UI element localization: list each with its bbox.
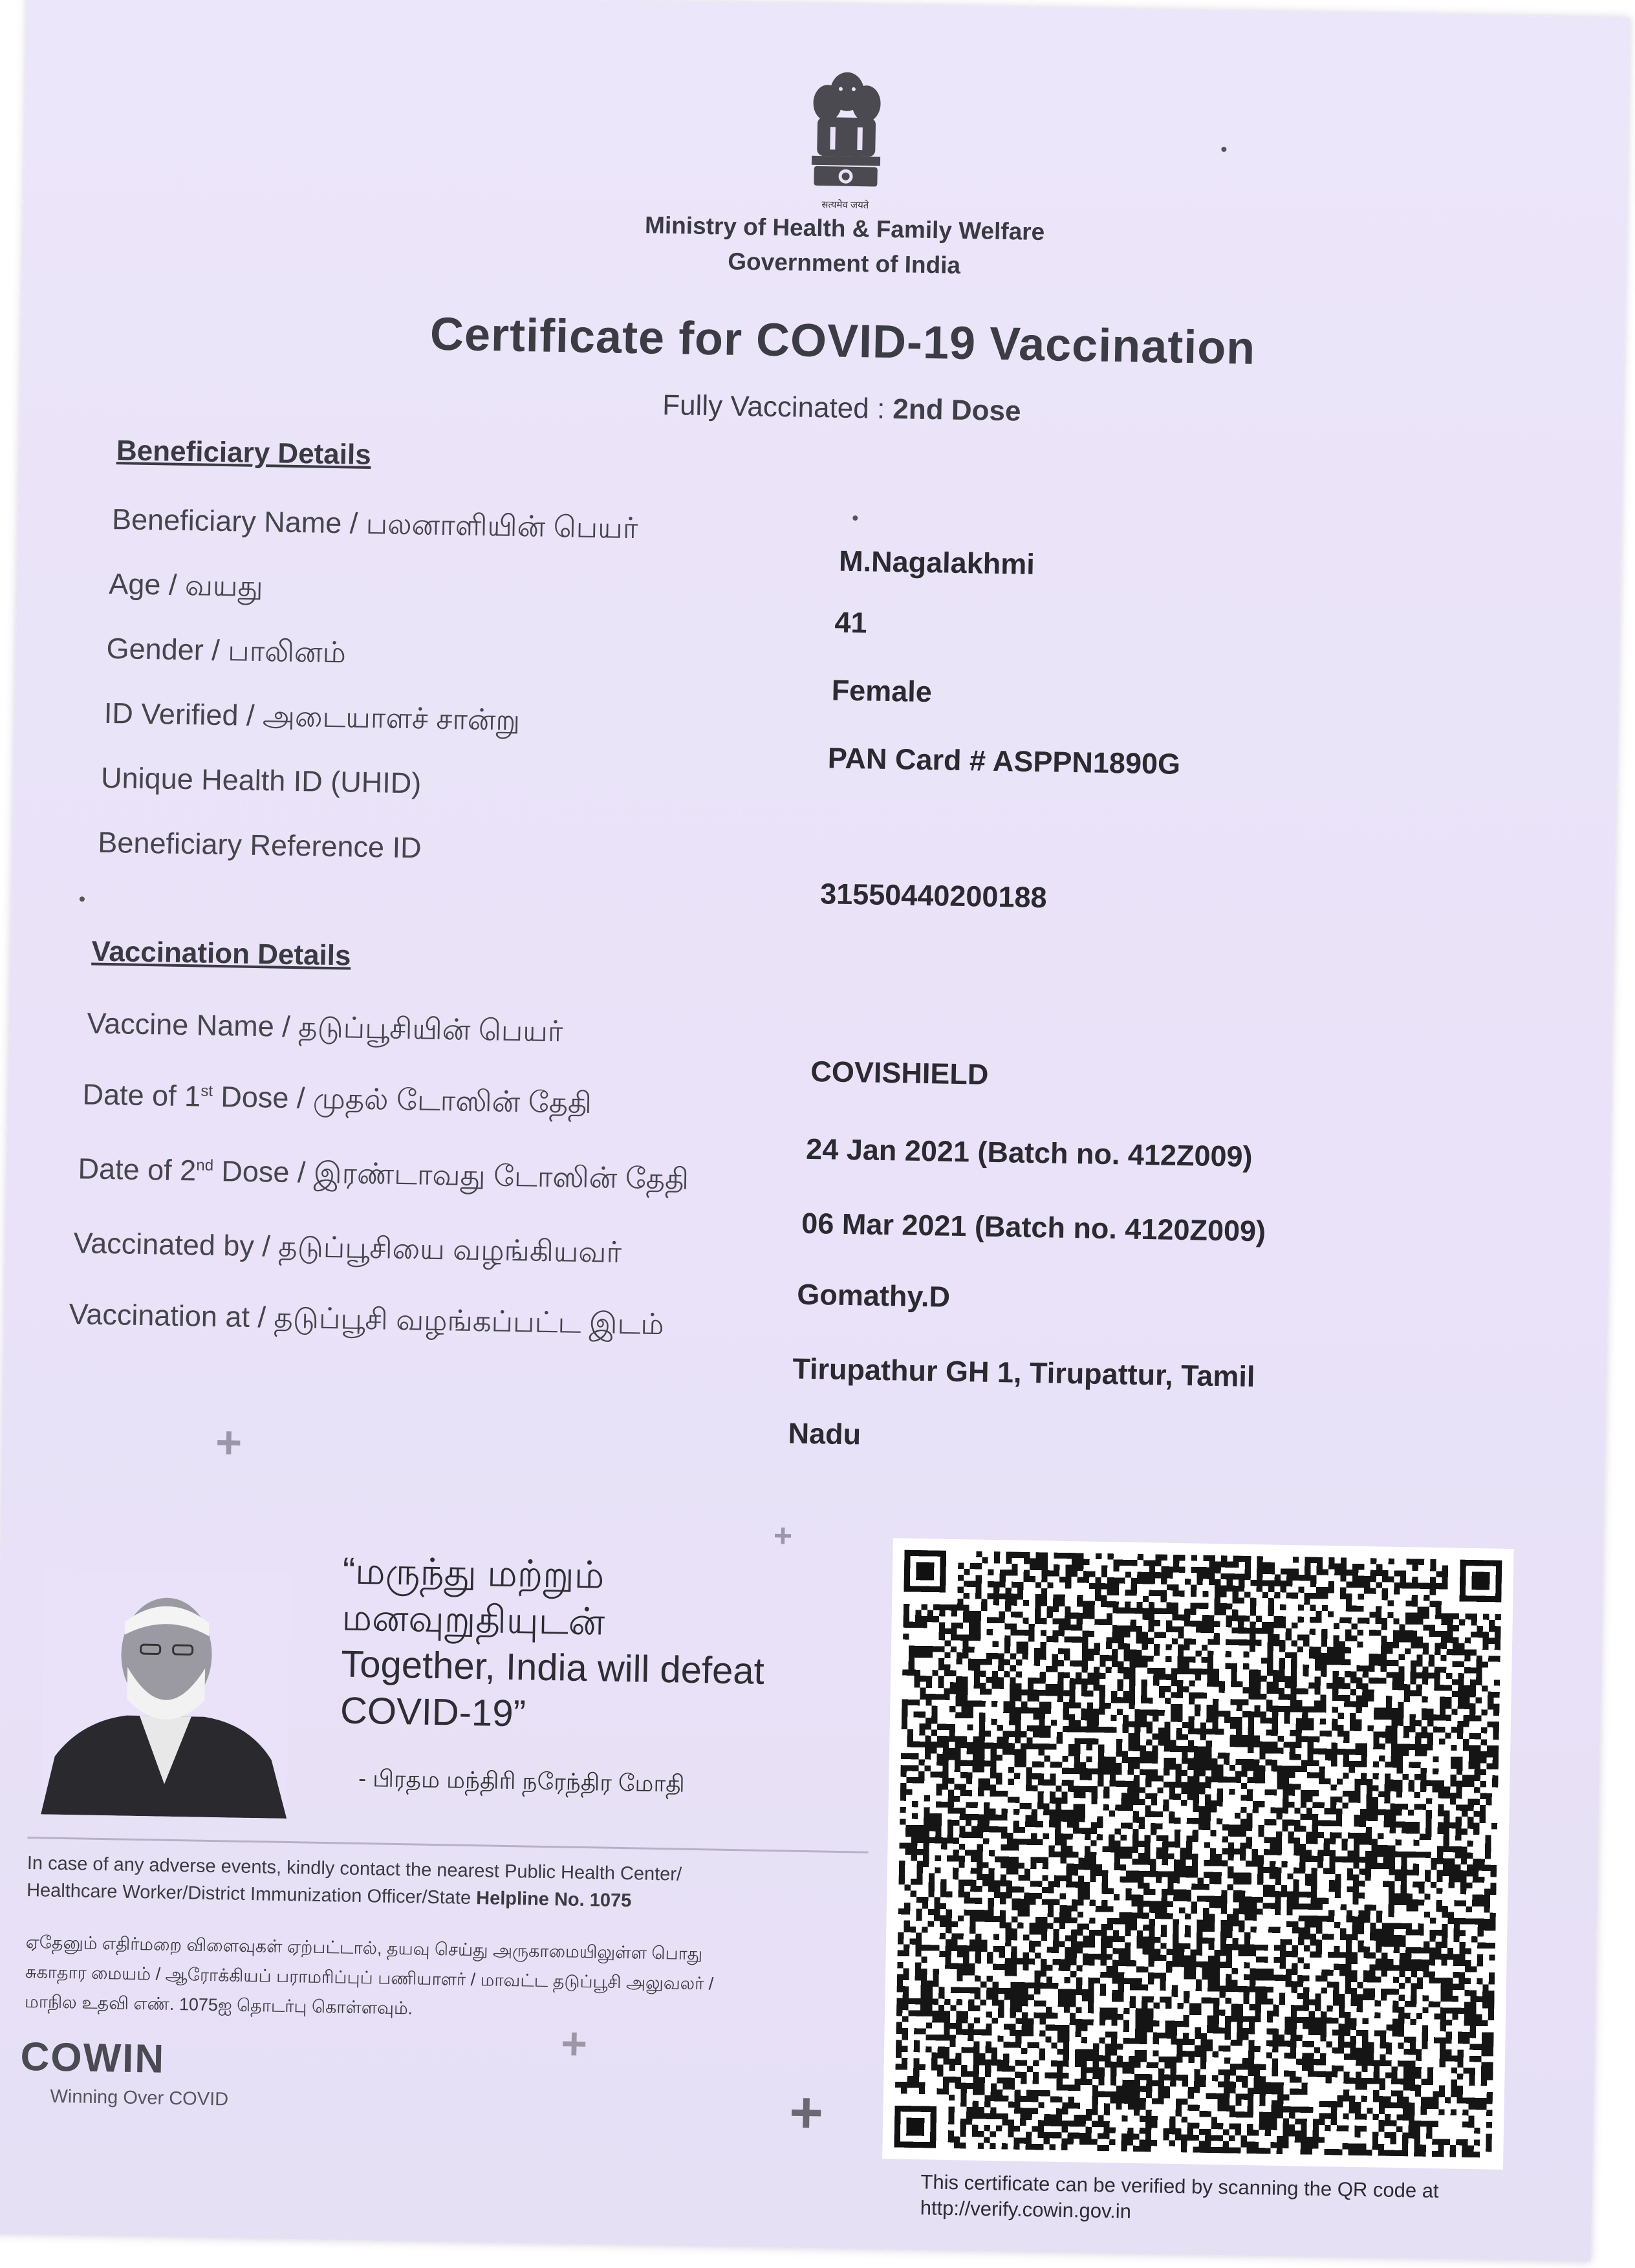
advisory-tamil [25, 1927, 854, 2031]
vaccination-at-label: Vaccination at / தடுப்பூசி வழங்கப்பட்ட இடம் [69, 1297, 665, 1341]
quote-english-line1: Together, India will defeat [340, 1643, 765, 1692]
advisory-english-line2-text: Healthcare Worker/District Immunization Officer/State [26, 1880, 477, 1909]
cowin-logo: COWIN [20, 2034, 166, 2082]
quote-tamil-line2: மனவுறுதியுடன் [341, 1596, 605, 1643]
first-dose-label-sup: st [200, 1082, 213, 1100]
ministry-heading [475, 205, 1214, 288]
certificate-title: Certificate for COVID-19 Vaccination [429, 308, 1256, 374]
advisory-divider [28, 1837, 869, 1853]
speck [1221, 147, 1226, 152]
advisory-english [27, 1850, 855, 1918]
vaccinated-by-label: Vaccinated by / தடுப்பூசியை வழங்கியவர் [73, 1226, 622, 1269]
verification-line1: This certificate can be verified by scanning the QR code at [920, 2170, 1439, 2203]
first-dose-label-pre: Date of 1 [82, 1077, 201, 1113]
age-label: Age / வயது [108, 567, 264, 603]
vaccine-name-label: Vaccine Name / தடுப்பூசியின் பெயர் [87, 1006, 563, 1048]
plus-mark: + [788, 2080, 824, 2146]
first-dose-label [82, 1077, 592, 1124]
speck [80, 896, 85, 902]
quote-tamil-line1: “மருந்து மற்றும் [342, 1550, 605, 1597]
vaccinated-by-value: Gomathy.D [796, 1277, 951, 1313]
uhid-label: Unique Health ID (UHID) [100, 761, 422, 800]
beneficiary-name-value: M.Nagalakhmi [838, 544, 1035, 581]
status-value: 2nd Dose [892, 393, 1021, 427]
advisory-english-line1: In case of any adverse events, kindly contact the nearest Public Health Center/ [27, 1853, 682, 1885]
reference-id-label: Beneficiary Reference ID [97, 825, 422, 865]
age-value: 41 [834, 605, 868, 640]
vaccination-at-value: Tirupathur GH 1, Tirupattur, Tamil [792, 1352, 1255, 1394]
quote-attribution: - பிரதம மந்திரி நரேந்திர மோதி [358, 1764, 686, 1797]
gender-label: Gender / பாலினம் [106, 631, 347, 669]
plus-mark: + [773, 1517, 793, 1554]
vaccination-status [408, 385, 1275, 432]
first-dose-label-post: Dose / முதல் டோஸின் தேதி [212, 1079, 592, 1120]
advisory-tamil-line1: ஏதேனும் எதிர்மறை விளைவுகள் ஏற்பட்டால், தயவு செய்து அருகாமையிலுள்ள பொது [25, 1932, 703, 1964]
quote-english-line2: COVID-19” [340, 1689, 526, 1735]
emblem-motto: सत्यमेव जयते [821, 199, 869, 211]
pm-portrait [41, 1568, 291, 1819]
beneficiary-name-label: Beneficiary Name / பலனாளியின் பெயர் [111, 502, 638, 545]
vaccine-name-value: COVISHIELD [810, 1054, 989, 1091]
plus-mark: + [560, 2018, 588, 2069]
first-dose-value: 24 Jan 2021 (Batch no. 412Z009) [805, 1132, 1253, 1173]
second-dose-label-sup: nd [196, 1156, 214, 1174]
cowin-tagline: Winning Over COVID [50, 2086, 229, 2110]
plus-mark: + [215, 1417, 243, 1468]
vaccination-at-value-line2: Nadu [788, 1416, 861, 1451]
qr-code [882, 1538, 1514, 2170]
reference-id-value: 31550440200188 [819, 877, 1047, 914]
vaccination-section-title: Vaccination Details [91, 935, 351, 972]
government-name: Government of India [728, 248, 961, 279]
second-dose-label-post: Dose / இரண்டாவது டோஸின் தேதி [213, 1154, 689, 1196]
ministry-name: Ministry of Health & Family Welfare [644, 211, 1045, 246]
qr-code-graphic [894, 1550, 1502, 2158]
status-label: Fully Vaccinated : [662, 389, 893, 426]
verification-url: http://verify.cowin.gov.in [920, 2196, 1132, 2223]
speck [852, 515, 858, 521]
id-verified-value: PAN Card # ASPPN1890G [827, 741, 1181, 781]
second-dose-value: 06 Mar 2021 (Batch no. 4120Z009) [801, 1206, 1266, 1248]
quote-block [340, 1548, 899, 1744]
helpline-number: Helpline No. 1075 [475, 1888, 632, 1912]
verification-note [920, 2169, 1502, 2231]
id-verified-label: ID Verified / அடையாளச் சான்று [103, 696, 521, 737]
advisory-tamil-line2: சுகாதார மையம் / ஆரோக்கியப் பராமரிப்புப் பணியாளர் / மாவட்ட தடுப்பூசி அலுவலர் / [25, 1961, 714, 1994]
advisory-tamil-line3: மாநில உதவி எண். 1075ஐ தொடர்பு கொள்ளவும். [24, 1991, 413, 2018]
second-dose-label [78, 1152, 689, 1200]
gender-value: Female [831, 673, 933, 709]
beneficiary-section-title: Beneficiary Details [116, 435, 372, 471]
second-dose-label-pre: Date of 2 [78, 1152, 197, 1187]
national-emblem-icon [797, 65, 896, 212]
